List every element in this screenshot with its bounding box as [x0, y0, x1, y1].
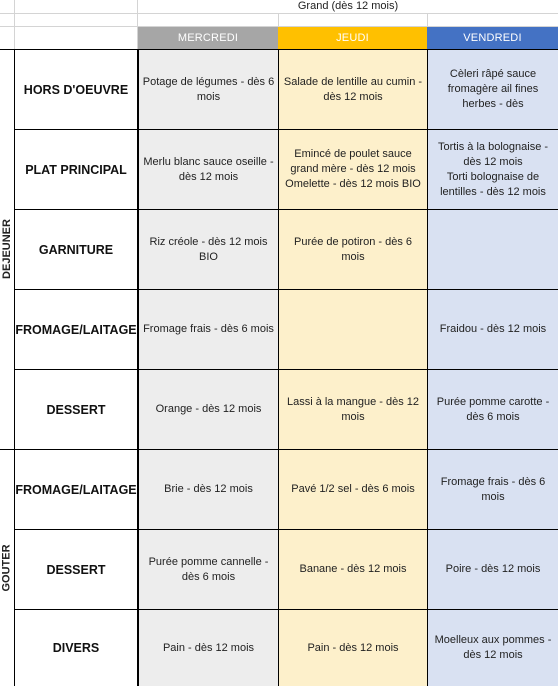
day-header-label: JEUDI — [336, 32, 369, 44]
row-label-fromage-laitage[interactable]: FROMAGE/LAITAGE — [14, 289, 138, 369]
menu-cell[interactable]: Pain - dès 12 mois — [278, 609, 427, 686]
row-label-garniture[interactable]: GARNITURE — [14, 209, 138, 289]
group-label-gouter[interactable]: GOUTER — [1, 543, 13, 592]
day-header-label: VENDREDI — [463, 32, 522, 44]
menu-cell[interactable]: Purée de potiron - dès 6 mois — [278, 209, 427, 289]
group-label-dejeuner[interactable]: DEJEUNER — [1, 219, 13, 279]
gridline — [278, 14, 279, 27]
row-label-divers[interactable]: DIVERS — [14, 609, 138, 686]
sheet-title: Grand (dès 12 mois) — [297, 0, 399, 12]
menu-cell[interactable]: Brie - dès 12 mois — [138, 449, 278, 529]
menu-cell[interactable]: Tortis à la bolognaise - dès 12 mois Torti bolognaise de lentilles - dès 12 mois — [427, 129, 558, 209]
menu-cell[interactable]: Fromage frais - dès 6 mois — [138, 289, 278, 369]
menu-cell[interactable]: Purée pomme cannelle - dès 6 mois — [138, 529, 278, 609]
menu-cell[interactable]: Fromage frais - dès 6 mois — [427, 449, 558, 529]
menu-cell[interactable] — [427, 209, 558, 289]
menu-cell[interactable]: Pavé 1/2 sel - dès 6 mois — [278, 449, 427, 529]
day-header-mercredi[interactable] — [138, 27, 278, 49]
group-border — [0, 449, 15, 450]
day-header-label: MERCREDI — [177, 32, 239, 44]
menu-cell[interactable]: Cèleri râpé sauce fromagère ail fines herbes - dès — [427, 49, 558, 129]
row-label-plat-principal[interactable]: PLAT PRINCIPAL — [14, 129, 138, 209]
menu-cell[interactable]: Riz créole - dès 12 mois BIO — [138, 209, 278, 289]
menu-cell[interactable]: Potage de légumes - dès 6 mois — [138, 49, 278, 129]
row-label-hors-doeuvre[interactable]: HORS D'OEUVRE — [14, 49, 138, 129]
menu-cell[interactable]: Pain - dès 12 mois — [138, 609, 278, 686]
row-label-dessert-gouter[interactable]: DESSERT — [14, 529, 138, 609]
gridline — [14, 0, 15, 49]
gridline — [427, 14, 428, 27]
menu-cell[interactable]: Emincé de poulet sauce grand mère - dès 12 mois Omelette - dès 12 mois BIO — [278, 129, 427, 209]
row-label-dessert[interactable]: DESSERT — [14, 369, 138, 449]
menu-cell[interactable]: Purée pomme carotte - dès 6 mois — [427, 369, 558, 449]
menu-cell[interactable]: Orange - dès 12 mois — [138, 369, 278, 449]
day-header-jeudi[interactable] — [278, 27, 427, 49]
menu-cell[interactable]: Lassi à la mangue - dès 12 mois — [278, 369, 427, 449]
menu-cell[interactable]: Salade de lentille au cumin - dès 12 mois — [278, 49, 427, 129]
row-label-fromage-laitage-gouter[interactable]: FROMAGE/LAITAGE — [14, 449, 138, 529]
menu-cell[interactable]: Moelleux aux pommes - dès 12 mois — [427, 609, 558, 686]
menu-cell[interactable]: Poire - dès 12 mois — [427, 529, 558, 609]
menu-cell[interactable]: Merlu blanc sauce oseille - dès 12 mois — [138, 129, 278, 209]
group-border — [0, 49, 15, 50]
table-border — [137, 49, 138, 686]
day-header-vendredi[interactable] — [427, 27, 558, 49]
table-border — [14, 49, 15, 686]
menu-cell[interactable] — [278, 289, 427, 369]
menu-cell[interactable]: Fraidou - dès 12 mois — [427, 289, 558, 369]
menu-cell[interactable]: Banane - dès 12 mois — [278, 529, 427, 609]
